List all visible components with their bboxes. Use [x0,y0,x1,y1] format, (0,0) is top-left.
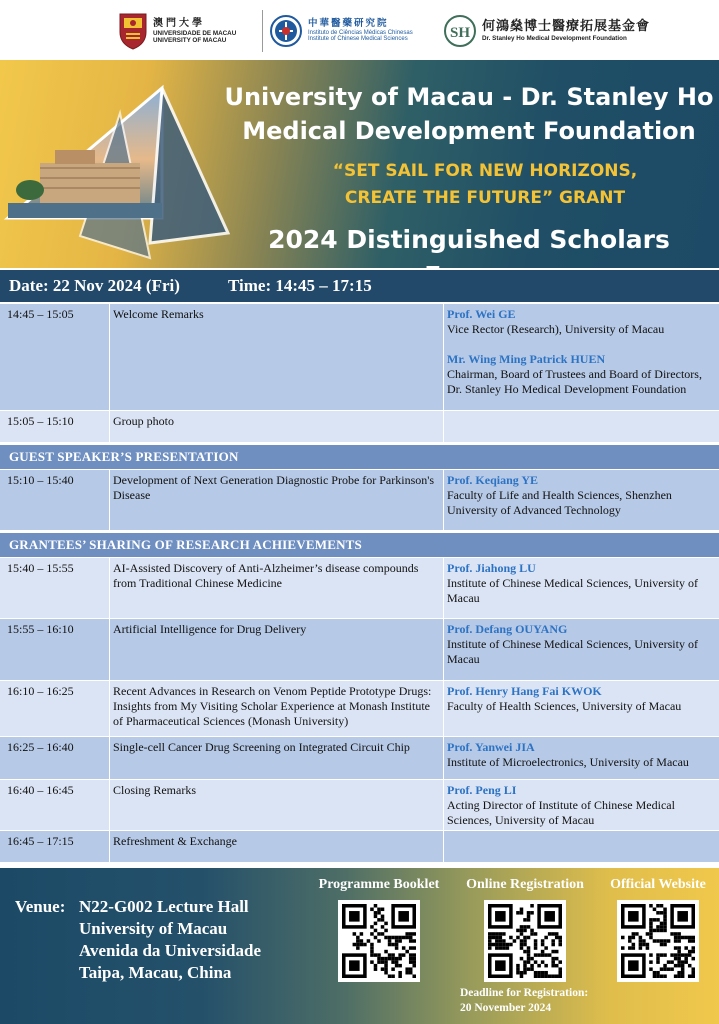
table-row [0,681,719,737]
speaker-affiliation: Faculty of Health Sciences, University of Macau [447,699,682,713]
table-row [0,558,719,619]
programme-booklet-qr[interactable] [312,876,446,982]
speaker-cell [444,737,719,780]
icms-chinese-name: 中華醫藥研究院 [308,17,389,29]
sh-english-name: Dr. Stanley Ho Medical Development Foundation [482,34,627,42]
um-chinese-name: 澳門大學 [153,18,205,30]
speaker-cell [444,831,719,863]
forum-title: 2024 Distinguished Scholars [268,225,670,254]
qr-label: Programme Booklet [318,877,440,892]
speaker-cell [444,470,719,531]
date-time-bar [0,270,719,302]
sail-campus-illustration [0,68,235,268]
table-row [0,411,719,443]
speaker-cell [444,619,719,681]
time-cell: 16:45 – 17:15 [0,831,110,863]
speaker-name: Mr. Wing Ming Patrick HUEN [447,352,606,366]
registration-deadline [460,986,588,1016]
qr-label: Online Registration [466,877,584,892]
qr-code-icon[interactable] [617,900,699,982]
topic-cell: AI-Assisted Discovery of Anti-Alzheimer’s disease compounds from Traditional Chinese Medicine [110,558,444,619]
official-website-qr[interactable] [600,876,716,982]
qr-label: Official Website [610,877,706,892]
table-row [0,831,719,863]
speaker-cell [444,780,719,831]
speaker-affiliation: Chairman, Board of Trustees and Board of Directors, Dr. Stanley Ho Medical Development Foundation [447,367,702,396]
venue-line: N22-G002 Lecture Hall [79,897,249,916]
speaker-name: Prof. Defang OUYANG [447,622,568,636]
speaker-name: Prof. Henry Hang Fai KWOK [447,684,602,698]
speaker-name: Prof. Keqiang YE [447,473,539,487]
speaker-name: Prof. Peng LI [447,783,517,797]
slogan-line-1: “SET SAIL FOR NEW HORIZONS, [332,161,638,181]
topic-cell: Recent Advances in Research on Venom Peptide Prototype Drugs: Insights from My Visiting Scholar Experience at Monash Institute of Pharmaceutical Sciences (Monash University) [110,681,444,737]
online-registration-qr[interactable] [458,876,592,982]
um-crest-icon [118,12,148,50]
table-row [0,470,719,531]
time-cell: 15:05 – 15:10 [0,411,110,443]
time-cell: 16:40 – 16:45 [0,780,110,831]
table-row [0,619,719,681]
svg-text:SH: SH [449,25,471,41]
venue-label: Venue: [15,897,66,916]
speaker-affiliation: Institute of Microelectronics, University of Macau [447,755,689,769]
time-cell: 16:25 – 16:40 [0,737,110,780]
qr-code-icon[interactable] [338,900,420,982]
time-cell: 15:55 – 16:10 [0,619,110,681]
topic-cell: Group photo [110,411,444,443]
speaker-affiliation: Institute of Chinese Medical Sciences, University of Macau [447,576,698,605]
title-line-2: Medical Development Foundation [242,117,696,145]
venue-line: Avenida da Universidade [79,941,261,960]
footer-venue-registration [0,868,719,1024]
qr-code-icon[interactable] [484,900,566,982]
topic-cell: Single-cell Cancer Drug Screening on Integrated Circuit Chip [110,737,444,780]
speaker-cell [444,411,719,443]
event-time: Time: 14:45 – 17:15 [228,276,372,295]
um-portuguese-name: UNIVERSIDADE DE MACAU [153,29,237,37]
table-row [0,304,719,411]
sh-foundation-logo [443,10,650,52]
time-cell: 15:40 – 15:55 [0,558,110,619]
deadline-label: Deadline for Registration: [460,987,589,999]
venue-line: Taipa, Macau, China [79,963,232,982]
time-cell: 14:45 – 15:05 [0,304,110,411]
speaker-affiliation: Acting Director of Institute of Chinese Medical Sciences, University of Macau [447,798,675,827]
section-header-grantees: GRANTEES’ SHARING OF RESEARCH ACHIEVEMENTS [0,533,719,557]
icms-emblem-icon [269,14,303,48]
table-row [0,780,719,831]
topic-cell: Welcome Remarks [110,304,444,411]
um-english-name: UNIVERSITY OF MACAU [153,36,227,44]
speaker-name: Prof. Jiahong LU [447,561,536,575]
topic-cell: Artificial Intelligence for Drug Delivery [110,619,444,681]
section-header-guest-speaker: GUEST SPEAKER’S PRESENTATION [0,445,719,469]
event-organizer-title [222,80,716,148]
sh-monogram-icon [443,14,477,48]
grant-slogan [300,158,670,212]
title-banner [0,60,719,268]
icms-logo [262,10,413,52]
slogan-line-2: CREATE THE FUTURE” GRANT [344,188,626,208]
time-cell: 15:10 – 15:40 [0,470,110,531]
deadline-date: 20 November 2024 [460,1002,552,1014]
topic-cell: Refreshment & Exchange [110,831,444,863]
sh-chinese-name: 何鴻燊博士醫療拓展基金會 [482,18,651,34]
speaker-name: Prof. Wei GE [447,307,516,321]
speaker-cell [444,304,719,411]
table-row [0,737,719,780]
title-line-1: University of Macau - Dr. Stanley Ho [224,83,714,111]
um-logo [118,10,236,52]
topic-cell: Development of Next Generation Diagnostic Probe for Parkinson's Disease [110,470,444,531]
event-date: Date: 22 Nov 2024 (Fri) [9,276,180,295]
icms-english-name: Institute of Chinese Medical Sciences [308,36,408,43]
speaker-cell [444,681,719,737]
venue-address [79,896,261,984]
venue-line: University of Macau [79,919,228,938]
icms-portuguese-name: Instituto de Ciências Médicas Chinesas [308,29,413,36]
speaker-cell [444,558,719,619]
speaker-affiliation: Faculty of Life and Health Sciences, Shenzhen University of Advanced Technology [447,488,672,517]
speaker-name: Prof. Yanwei JIA [447,740,535,754]
speaker-affiliation: Institute of Chinese Medical Sciences, University of Macau [447,637,698,666]
logo-bar [0,0,719,60]
time-cell: 16:10 – 16:25 [0,681,110,737]
topic-cell: Closing Remarks [110,780,444,831]
speaker-affiliation: Vice Rector (Research), University of Macau [447,322,665,336]
